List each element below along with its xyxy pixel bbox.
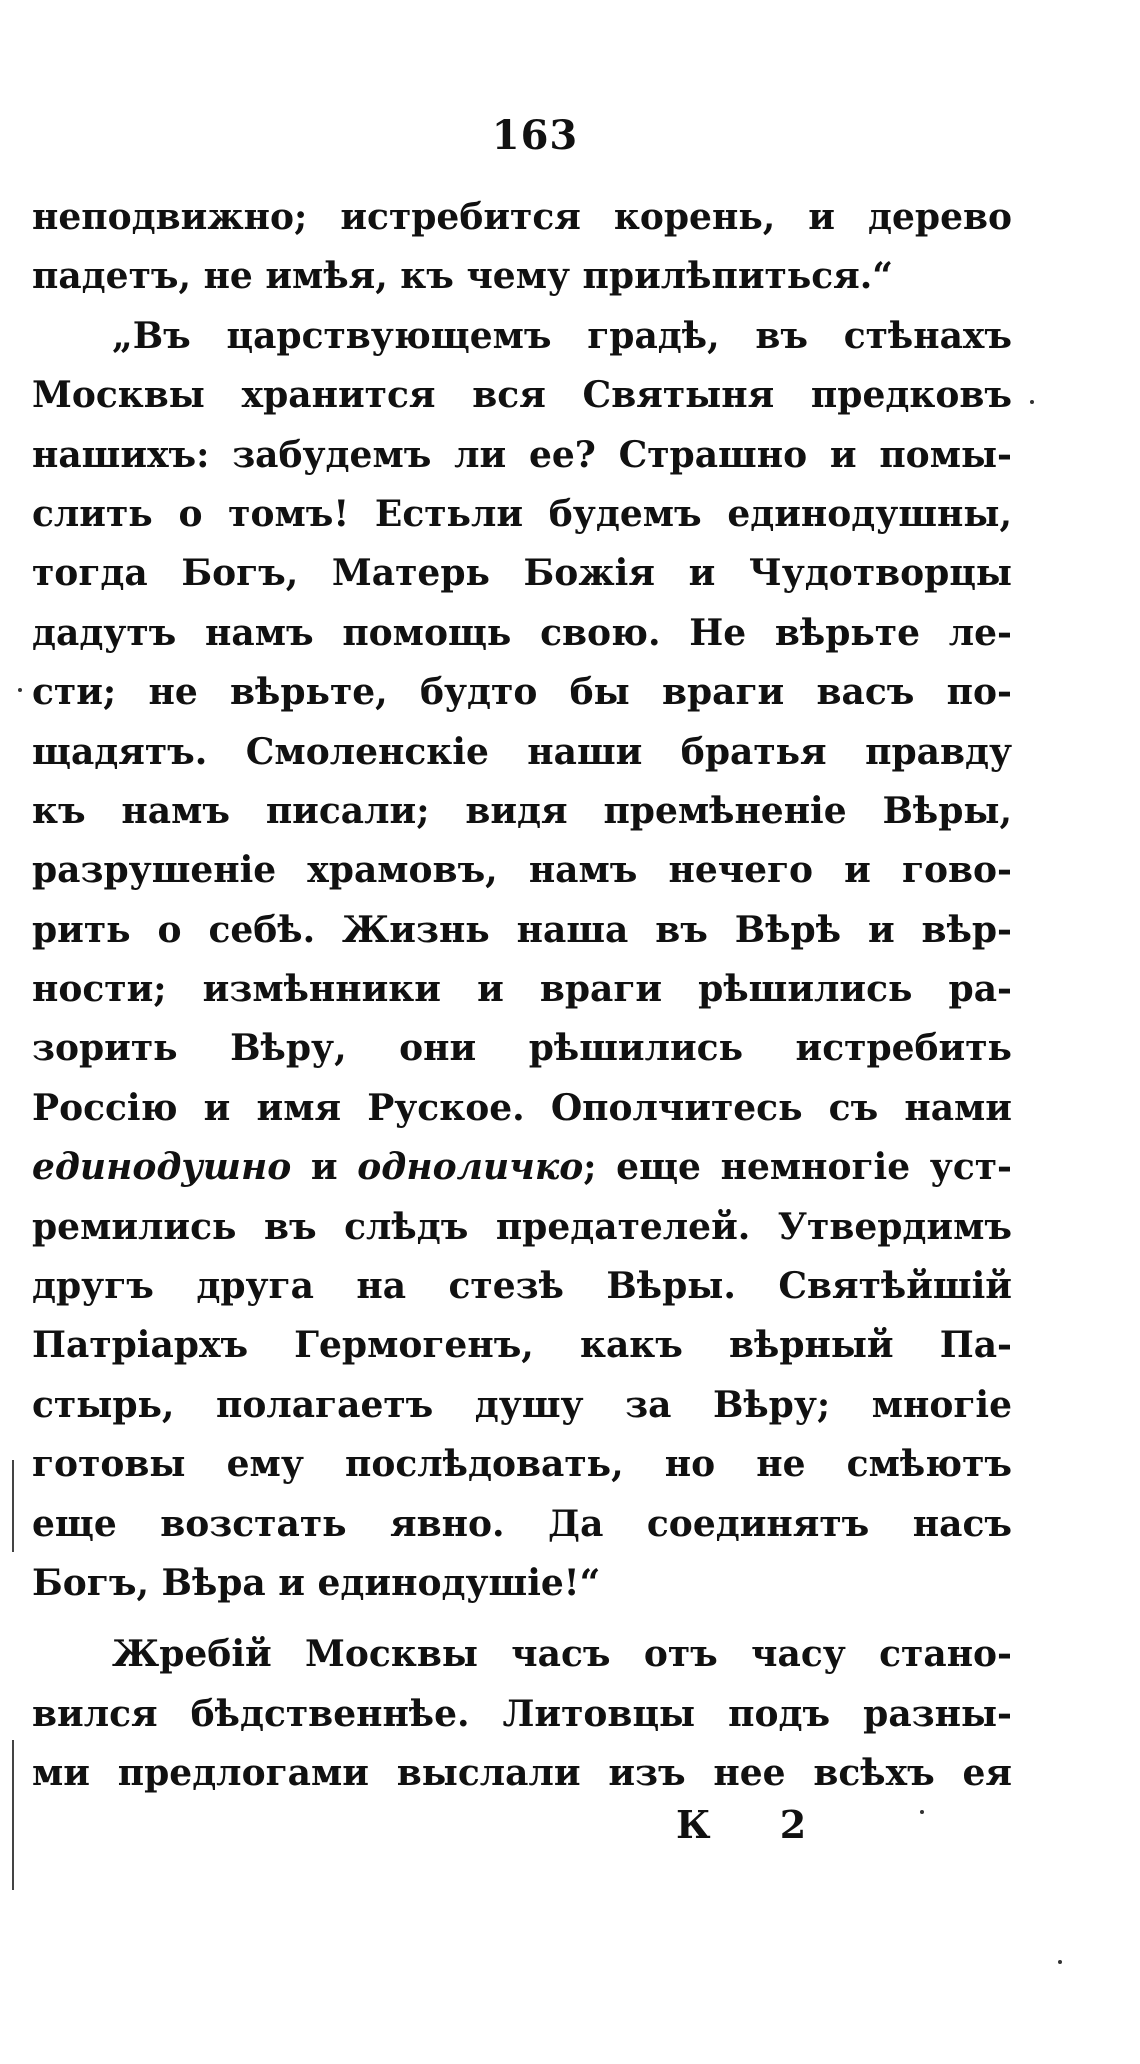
- text-segment: къ намъ писали; видя премѣненіе Вѣры,: [32, 789, 1012, 832]
- text-segment: ремились въ слѣдъ предателей. Утвердимъ: [32, 1205, 1012, 1248]
- text-line: [32, 841, 1012, 900]
- text-segment: еще возстать явно. Да соединятъ насъ: [32, 1502, 1012, 1545]
- scan-speck: [18, 688, 22, 692]
- text-segment: Москвы хранится вся Святыня предковъ: [32, 374, 1012, 417]
- margin-scan-mark: [12, 1740, 14, 1890]
- text-line: [32, 1435, 1012, 1494]
- text-line: [32, 1376, 1012, 1435]
- text-line: [32, 1198, 1012, 1257]
- text-line: [32, 1554, 1012, 1613]
- text-segment: падетъ, не имѣя, къ чему прилѣпиться.“: [32, 255, 894, 298]
- printer-signature-mark: К 2: [676, 1802, 835, 1847]
- italic-text-segment: одноличко: [357, 1146, 584, 1189]
- scan-speck: [920, 1810, 924, 1814]
- text-line: [32, 426, 1012, 485]
- italic-text-segment: единодушно: [32, 1146, 292, 1189]
- text-line: [32, 188, 1012, 247]
- body-text: [32, 188, 1012, 1804]
- text-segment: нашихъ: забудемъ ли ее? Страшно и помы-: [32, 433, 1012, 476]
- text-segment: рить о себѣ. Жизнь наша въ Вѣрѣ и вѣр-: [32, 908, 1012, 951]
- text-line: [32, 544, 1012, 603]
- text-line: [32, 247, 1012, 306]
- text-line: [32, 1019, 1012, 1078]
- text-line: [32, 901, 1012, 960]
- text-segment: слить о томъ! Естьли будемъ единодушны,: [32, 492, 1012, 535]
- text-line: [32, 485, 1012, 544]
- text-line: [32, 663, 1012, 722]
- text-segment: сти; не вѣрьте, будто бы враги васъ по-: [32, 671, 1012, 714]
- text-line: [32, 960, 1012, 1019]
- text-segment: тогда Богъ, Матерь Божія и Чудотворцы: [32, 552, 1012, 595]
- text-line: [32, 1685, 1012, 1744]
- text-segment: Патріархъ Гермогенъ, какъ вѣрный Па-: [32, 1324, 1012, 1367]
- text-segment: стырь, полагаетъ душу за Вѣру; многіе: [32, 1383, 1012, 1426]
- page-number: 163: [491, 112, 579, 159]
- text-line: [32, 604, 1012, 663]
- text-segment: неподвижно; истребится корень, и дерево: [32, 196, 1012, 238]
- text-segment: Россію и имя Руское. Ополчитесь съ нами: [32, 1086, 1012, 1129]
- text-line: [32, 307, 1012, 366]
- scan-speck: [1030, 400, 1034, 404]
- text-line: [32, 366, 1012, 425]
- text-segment: ми предлогами выслали изъ нее всѣхъ ея: [32, 1752, 1012, 1795]
- text-line: [32, 723, 1012, 782]
- text-segment: Богъ, Вѣра и единодушіе!“: [32, 1561, 601, 1604]
- margin-scan-mark: [12, 1460, 14, 1552]
- text-segment: и: [291, 1146, 358, 1189]
- scan-speck: [1058, 1960, 1062, 1964]
- text-segment: другъ друга на стезѣ Вѣры. Святѣйшій: [32, 1265, 1012, 1308]
- text-line: [32, 1495, 1012, 1554]
- text-segment: разрушеніе храмовъ, намъ нечего и гово-: [32, 849, 1012, 892]
- text-line: [32, 782, 1012, 841]
- text-segment: Жребій Москвы часъ отъ часу стано-: [112, 1633, 1012, 1676]
- text-line: [32, 1744, 1012, 1803]
- text-line: [32, 1257, 1012, 1316]
- text-segment: ; еще немногіе уст-: [583, 1146, 1012, 1189]
- text-line: [32, 1079, 1012, 1138]
- text-line: [32, 1316, 1012, 1375]
- text-segment: вился бѣдственнѣе. Литовцы подъ разны-: [32, 1692, 1012, 1735]
- text-segment: „Въ царствующемъ градѣ, въ стѣнахъ: [112, 314, 1012, 357]
- text-segment: щадятъ. Смоленскіе наши братья правду: [32, 730, 1012, 773]
- text-segment: зорить Вѣру, они рѣшились истребить: [32, 1027, 1012, 1070]
- text-line: [32, 1138, 1012, 1197]
- text-segment: дадутъ намъ помощь свою. Не вѣрьте ле-: [32, 611, 1012, 654]
- text-segment: готовы ему послѣдовать, но не смѣютъ: [32, 1443, 1012, 1486]
- text-line: [32, 1625, 1012, 1684]
- text-segment: ности; измѣнники и враги рѣшились ра-: [32, 968, 1012, 1011]
